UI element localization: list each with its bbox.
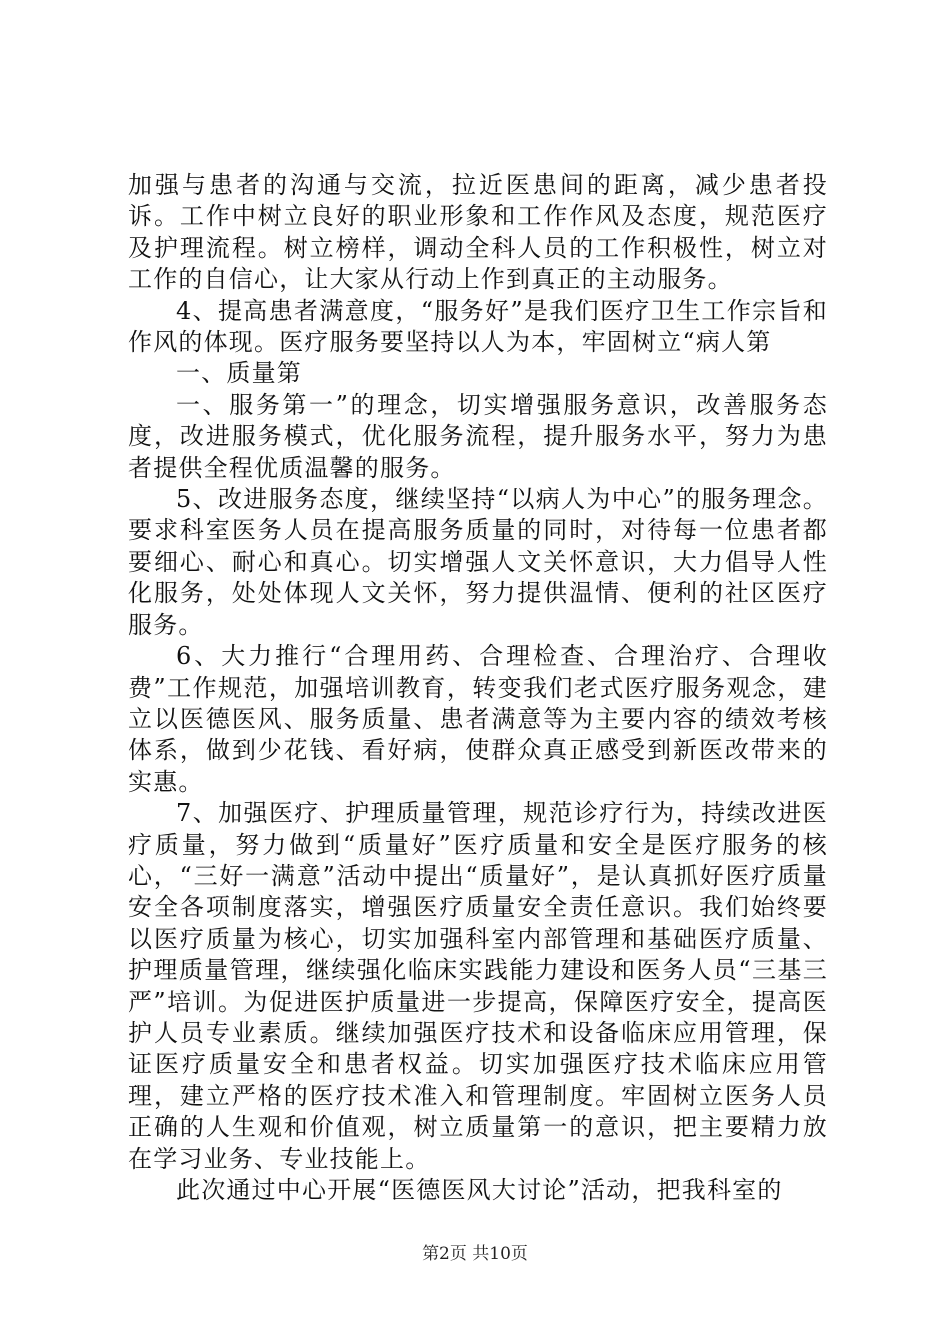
paragraph-quality-first: 一、质量第	[176, 359, 302, 388]
paragraph-continuation: 加强与患者的沟通与交流，拉近医患间的距离，减少患者投诉。工作中树立良好的职业形象和工作作风及态度，规范医疗及护理流程。树立榜样，调动全科人员的工作积极性，树立对工作的自信心，让大家从行动上作到真正的主动服务。	[128, 171, 828, 294]
paragraph-item-6: 6、大力推行“合理用药、合理检查、合理治疗、合理收费”工作规范，加强培训教育，转变我们老式医疗服务观念，建立以医德医风、服务质量、患者满意等为主要内容的绩效考核体系，做到少花钱、看好病，使群众真正感受到新医改带来的实惠。	[128, 642, 828, 796]
paragraph-service-first: 一、服务第一”的理念，切实增强服务意识，改善服务态度，改进服务模式，优化服务流程，提升服务水平，努力为患者提供全程优质温馨的服务。	[128, 390, 828, 482]
paragraph-item-4: 4、提高患者满意度，“服务好”是我们医疗卫生工作宗旨和作风的体现。医疗服务要坚持以人为本，牢固树立“病人第	[128, 296, 828, 357]
page-number: 第2页 共10页	[422, 1244, 528, 1264]
page-footer	[0, 1244, 950, 1264]
document-body	[128, 170, 828, 1206]
paragraph-item-7: 7、加强医疗、护理质量管理，规范诊疗行为，持续改进医疗质量，努力做到“质量好”医疗质量和安全是医疗服务的核心，“三好一满意”活动中提出“质量好”，是认真抓好医疗质量安全各项制度落实，增强医疗质量安全责任意识。我们始终要以医疗质量为核心，切实加强科室内部管理和基础医疗质量、护理质量管理，继续强化临床实践能力建设和医务人员“三基三严”培训。为促进医护质量进一步提高，保障医疗安全，提高医护人员专业素质。继续加强医疗技术和设备临床应用管理，保证医疗质量安全和患者权益。切实加强医疗技术临床应用管理，建立严格的医疗技术准入和管理制度。牢固树立医务人员正确的人生观和价值观，树立质量第一的意识，把主要精力放在学习业务、专业技能上。	[128, 799, 828, 1173]
paragraph-item-5: 5、改进服务态度，继续坚持“以病人为中心”的服务理念。要求科室医务人员在提高服务质量的同时，对待每一位患者都要细心、耐心和真心。切实增强人文关怀意识，大力倡导人性化服务，处处体现人文关怀，努力提供温情、便利的社区医疗服务。	[128, 485, 828, 639]
paragraph-closing: 此次通过中心开展“医德医风大讨论”活动，把我科室的	[176, 1176, 783, 1204]
